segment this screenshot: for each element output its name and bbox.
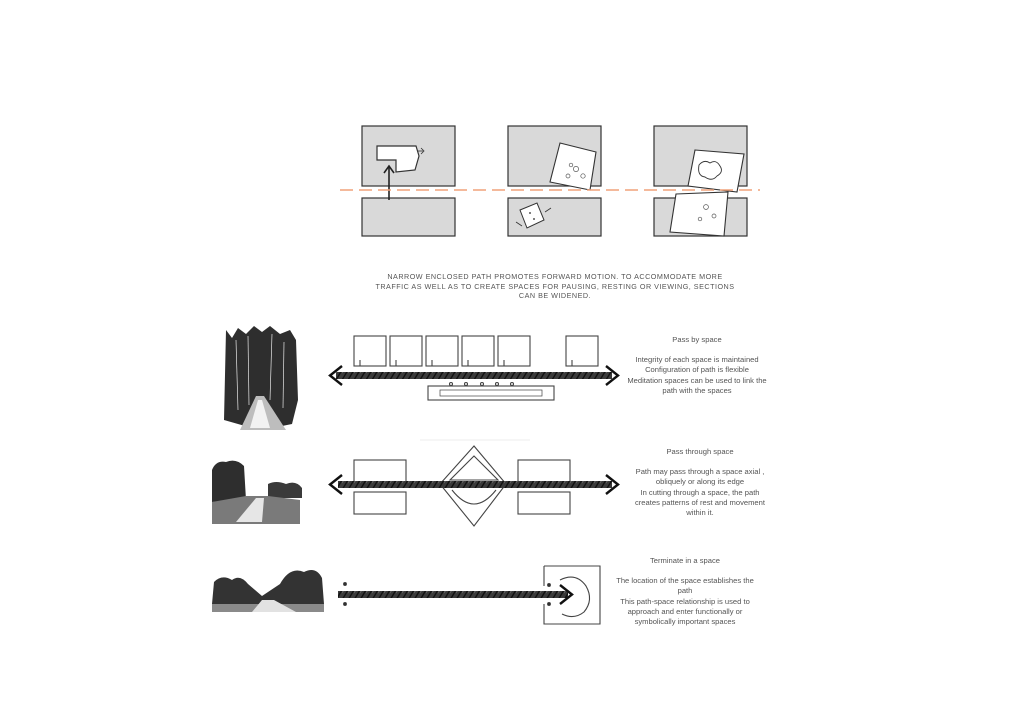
note-line: In cutting through a space, the path <box>640 487 760 497</box>
note-line: Configuration of path is flexible <box>645 365 749 375</box>
note-line: Integrity of each space is maintained <box>635 355 759 365</box>
top-panel-1 <box>362 126 455 236</box>
note-line: obliquely or along its edge <box>655 477 745 487</box>
single-arrow-path-3 <box>338 585 572 604</box>
note-pass-through <box>615 447 785 518</box>
note-terminate <box>600 556 770 627</box>
note-line: within it. <box>686 508 714 518</box>
note-line: symbolically important spaces <box>634 617 736 627</box>
double-arrow-path-2 <box>330 475 618 494</box>
caption-line: CAN BE WIDENED. <box>518 291 592 300</box>
note-line: approach and enter functionally or <box>627 606 743 616</box>
note-line: creates patterns of rest and movement <box>634 497 765 507</box>
note-line: path <box>677 586 693 596</box>
sketch-forest-path <box>222 326 298 430</box>
note-title: Pass through space <box>666 447 734 456</box>
intro-caption <box>370 272 740 301</box>
note-line: The location of the space establishes the <box>616 576 754 586</box>
double-arrow-path-1 <box>330 366 618 385</box>
note-line: Meditation spaces can be used to link the <box>627 375 767 385</box>
note-line: path with the spaces <box>662 385 732 395</box>
sketch-avenue <box>212 570 324 612</box>
note-title: Pass by space <box>672 335 722 344</box>
caption-line: TRAFFIC AS WELL AS TO CREATE SPACES FOR PAUSING, RESTING OR VIEWING, SECTIONS <box>375 281 735 291</box>
top-panel-3 <box>654 126 747 236</box>
note-line: Path may pass through a space axial , <box>635 467 765 477</box>
note-pass-by <box>612 335 782 396</box>
pass-by-diagram <box>354 336 598 400</box>
note-line: This path-space relationship is used to <box>620 596 750 606</box>
sketch-trees-path <box>212 461 302 524</box>
top-panel-2 <box>508 126 601 236</box>
caption-line: NARROW ENCLOSED PATH PROMOTES FORWARD MOTION. TO ACCOMMODATE MORE <box>387 272 723 281</box>
note-title: Terminate in a space <box>649 556 721 565</box>
